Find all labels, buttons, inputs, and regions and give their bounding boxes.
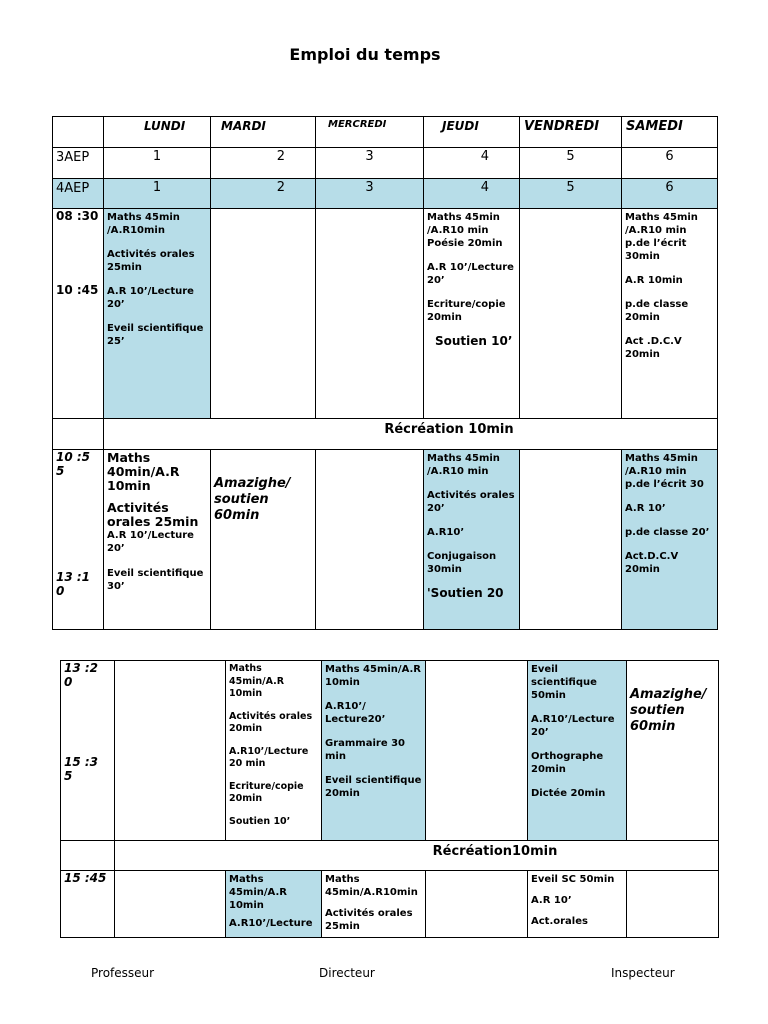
timetable-morning [52,116,718,630]
lesson: Activités orales 25min [107,500,199,529]
lesson: A.R10’/Lecture 20’ [531,714,615,738]
cell-jeudi-morning1 [424,209,520,419]
lesson: A.R10’/Lecture [229,918,313,929]
time-end: 15 :3 5 [64,755,99,783]
cell-mardi-morning1 [211,209,316,419]
lesson: A.R10’ [427,527,465,538]
day-header-mardi: MARDI [211,117,316,148]
lesson: Eveil scientifique 50min [531,664,597,701]
lesson: Dictée 20min [531,788,606,799]
lesson: Eveil scientifique 30’ [107,568,204,592]
lesson: Maths 45min/A.R 10min [325,664,421,688]
time-slot-morning2 [53,450,104,630]
lesson: A.R 10’/Lecture 20’ [107,530,194,554]
level-value: 6 [622,179,718,209]
lesson: Soutien 10’ [435,334,513,348]
corner-cell [53,117,104,148]
lesson: Maths 45min /A.R10 min Poésie 20min [427,212,503,249]
time-slot-afternoon1 [61,661,115,841]
cell-mercredi-afternoon2 [322,871,426,938]
level-label-4aep: 4AEP [53,179,104,209]
lesson: A.R 10’ [531,895,572,906]
level-value: 2 [211,148,316,179]
cell-mardi-afternoon1 [226,661,322,841]
signature-inspecteur: Inspecteur [611,966,675,980]
lesson: 'Soutien 20 [427,586,504,600]
lesson: Amazighe/ soutien 60min [630,687,707,734]
lesson: A.R10’/ Lecture20’ [325,701,386,725]
cell-samedi-morning2 [622,450,718,630]
time-start: 15 :45 [64,871,107,885]
lesson: A.R10’/Lecture 20 min [229,745,309,769]
time-start: 08 :30 [56,209,99,223]
cell-mercredi-morning2 [316,450,424,630]
cell-mercredi-morning1 [316,209,424,419]
day-header-mercredi: MERCREDI [316,117,424,148]
lesson: Act .D.C.V 20min [625,336,682,360]
lesson: A.R 10’/Lecture 20’ [107,286,194,310]
lesson: A.R 10’/Lecture 20’ [427,262,514,286]
cell-lundi-afternoon1 [115,661,226,841]
lesson: Eveil scientifique 20min [325,775,422,799]
lesson: A.R 10min [625,275,683,286]
lesson: p.de classe 20min [625,299,689,323]
cell-jeudi-afternoon1 [426,661,528,841]
level-value: 5 [520,148,622,179]
lesson: Maths 45min/A.R10min [325,874,418,898]
signature-professeur: Professeur [91,966,155,980]
cell-vendredi-morning1 [520,209,622,419]
level-value: 1 [104,179,211,209]
time-end: 13 :1 0 [56,570,91,598]
lesson: Maths 45min/A.R 10min [229,663,285,699]
lesson: Activités orales 25min [325,908,413,932]
lesson: Amazighe/ soutien 60min [214,476,291,523]
day-header-jeudi: JEUDI [424,117,520,148]
cell-lundi-afternoon2 [115,871,226,938]
level-label-3aep: 3AEP [53,148,104,179]
cell-mardi-morning2 [211,450,316,630]
cell-mardi-afternoon2 [226,871,322,938]
lesson: p.de classe 20’ [625,527,710,538]
lesson: Orthographe 20min [531,751,604,775]
time-start: 13 :2 0 [64,661,99,689]
lesson: Maths 45min/A.R 10min [229,874,287,911]
lesson: Eveil SC 50min [531,874,615,885]
lesson: Act.orales [531,916,588,927]
lesson: Ecriture/copie 20min [427,299,506,323]
time-slot-morning1 [53,209,104,419]
level-value: 6 [622,148,718,179]
timetable-afternoon [60,660,719,938]
time-slot-afternoon2 [61,871,115,938]
level-value: 4 [424,148,520,179]
lesson: Activités orales 25min [107,249,195,273]
cell-jeudi-morning2 [424,450,520,630]
lesson: Ecriture/copie 20min [229,780,304,804]
cell-jeudi-afternoon2 [426,871,528,938]
lesson: Grammaire 30 min [325,738,406,762]
cell-samedi-afternoon1 [627,661,719,841]
day-header-vendredi: VENDREDI [520,117,622,148]
signature-directeur: Directeur [319,966,375,980]
day-header-lundi: LUNDI [104,117,211,148]
page-title: Emploi du temps [289,45,441,64]
cell-vendredi-morning2 [520,450,622,630]
level-value: 2 [211,179,316,209]
recreation-label: Récréation10min [115,841,719,871]
lesson: Soutien 10’ [229,815,291,827]
cell-vendredi-afternoon1 [528,661,627,841]
level-value: 3 [316,148,424,179]
level-value: 3 [316,179,424,209]
cell-lundi-morning1 [104,209,211,419]
time-start: 10 :5 5 [56,450,91,478]
level-value: 4 [424,179,520,209]
recreation-time-cell [53,419,104,450]
level-value: 5 [520,179,622,209]
day-header-samedi: SAMEDI [622,117,718,148]
cell-vendredi-afternoon2 [528,871,627,938]
level-value: 1 [104,148,211,179]
lesson: Maths 40min/A.R 10min [107,450,180,493]
lesson: Maths 45min /A.R10 min p.de l’écrit 30 [625,453,704,490]
cell-samedi-morning1 [622,209,718,419]
recreation-label: Récréation 10min [104,419,718,450]
lesson: Eveil scientifique 25’ [107,323,204,347]
lesson: Conjugaison 30min [427,551,497,575]
cell-samedi-afternoon2 [627,871,719,938]
recreation-time-cell [61,841,115,871]
time-end: 10 :45 [56,283,99,297]
lesson: Act.D.C.V 20min [625,551,679,575]
lesson: Maths 45min /A.R10 min [427,453,500,477]
lesson: A.R 10’ [625,503,666,514]
lesson: Activités orales 20min [229,710,313,734]
cell-lundi-morning2 [104,450,211,630]
lesson: Maths 45min /A.R10 min p.de l’écrit 30min [625,212,698,262]
lesson: Maths 45min /A.R10min [107,212,180,236]
cell-mercredi-afternoon1 [322,661,426,841]
lesson: Activités orales 20’ [427,490,515,514]
